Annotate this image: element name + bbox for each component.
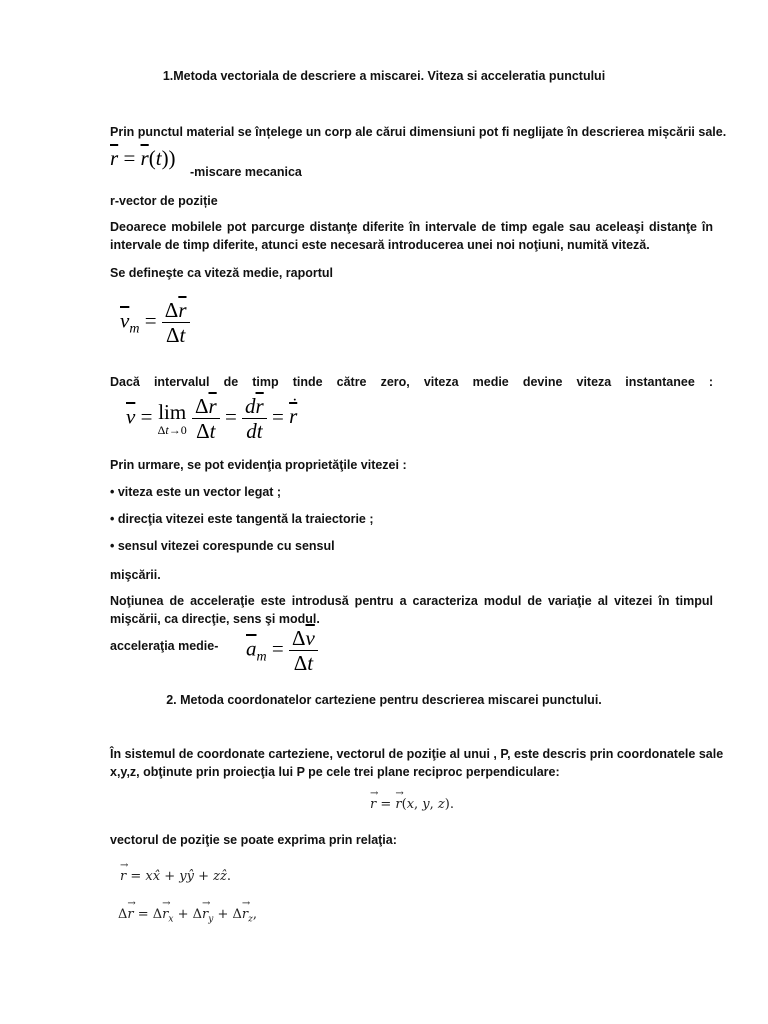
section-2-title: 2. Metoda coordonatelor carteziene pentru descrierea miscarei punctului.: [166, 693, 602, 707]
relation-label: vectorul de poziţie se poate exprima prin relaţia:: [110, 833, 397, 847]
delta-position-equation: Δr → = Δr → $_x$ + Δr → $_y$ + Δr → $_z$,: [118, 898, 257, 925]
speed-paragraph-line-1: Deoarece mobilele pot parcurge distanţe diferite în intervale de timp egale sau aceleaşi distanţe în: [110, 220, 713, 234]
position-vector-label: r-vector de poziție: [110, 194, 218, 208]
position-equation-caption: -miscare mecanica: [190, 165, 302, 179]
acceleration-paragraph-line-2: mişcării, ca direcţie, sens şi modul.: [110, 612, 320, 626]
properties-tail: mişcării.: [110, 568, 161, 582]
property-item: • sensul vitezei corespunde cu sensul: [110, 539, 335, 553]
intro-paragraph: Prin punctul material se înțelege un corp ale cărui dimensiuni pot fi neglijate în descrierea mișcării sale.: [110, 125, 727, 139]
property-item: • viteza este un vector legat ;: [110, 485, 282, 499]
instant-speed-equation: $\overline{v}$ = lim Δt→0 $\frac{\Delta\overline{r}}{\Delta t}$ = $\frac{d\overline{r}}{dt}$ = $\overline{r}$ ·: [126, 392, 298, 444]
instant-speed-text: Dacă intervalul de timp tinde către zero, viteza medie devine viteza instantanee :: [110, 375, 713, 389]
cartesian-intro-line-1: În sistemul de coordonate carteziene, vectorul de poziţie al unui , P, este descris prin coordonatele sale: [110, 747, 724, 761]
position-equation: $\overline{r} = \overline{r}(t)$): [110, 146, 176, 170]
position-components-equation: r → = xx̂ + yŷ + zẑ.: [120, 860, 231, 884]
average-acceleration-equation: $\overline{a}_m$ = $\frac{\Delta\overline{v}}{\Delta t}$: [246, 626, 318, 675]
average-acceleration-label: acceleraţia medie-: [110, 639, 219, 653]
property-item: • direcţia vitezei este tangentă la traiectorie ;: [110, 512, 374, 526]
properties-intro: Prin urmare, se pot evidenţia proprietăţile vitezei :: [110, 458, 407, 472]
position-xyz-equation: r → = r → (x, y, z).: [370, 788, 454, 812]
cartesian-intro-line-2: x,y,z, obţinute prin proiecţia lui P pe cele trei plane reciproc perpendiculare:: [110, 765, 560, 779]
average-speed-equation: $\overline{v}_m$ = $\frac{\Delta\overline{r}}{\Delta t}$: [120, 298, 190, 347]
section-1-title: 1.Metoda vectoriala de descriere a miscarei. Viteza si acceleratia punctului: [162, 69, 606, 83]
speed-paragraph-line-2: intervale de timp diferite, atunci este necesară introducerea unei noi noţiuni, numită viteză.: [110, 238, 650, 252]
average-speed-definition: Se defineşte ca viteză medie, raportul: [110, 266, 333, 280]
acceleration-paragraph-line-1: Noţiunea de acceleraţie este introdusă pentru a caracteriza modul de variaţie al vitezei în timpul: [110, 594, 713, 608]
